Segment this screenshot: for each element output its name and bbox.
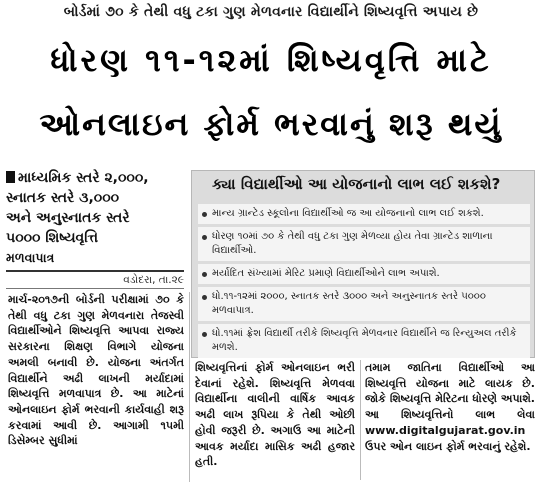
eligibility-item (198, 287, 530, 321)
headline-line-2: ઓનલાઇન ફોર્મ ભરવાનું શરૂ થયું (39, 105, 503, 143)
column-divider (360, 360, 361, 480)
highlight-line-1-text: માધ્યમિક સ્તરે ૨,૦૦૦, (18, 170, 149, 186)
highlight-line-5: મળવાપાત્ર (6, 250, 55, 265)
headline-line-1: ધોરણ ૧૧-૧૨માં શિષ્યવૃત્તિ માટે (50, 41, 492, 79)
highlight-line-3: અને અનુસ્નાતક સ્તરે (6, 210, 130, 226)
dateline-divider (6, 288, 184, 289)
highlight-line-4: ૫૦૦૦ શિષ્યવૃત્તિ (6, 230, 99, 246)
highlight-divider (6, 270, 184, 272)
eligibility-item (198, 264, 530, 284)
article-column-2: શિષ્યવૃત્તિનાં ફોર્મ ઓનલાઇન ભરી દેવાનાં રહેશે. શિષ્યવૃત્તિ મેળવવા વિદ્યાર્થીના વાલીની વાર્ષિક આવક અઢી લાખ રૂપિયા કે તેથી ઓછી હોવી જરૂરી છે. અગાઉ આ માટેની આવક મર્યાદા માસિક અઢી હજાર હતી. (195, 361, 355, 469)
kicker-line: બોર્ડમાં ૭૦ કે તેથી વધુ ટકા ગુણ મેળવનાર વિદ્યાર્થીને શિષ્યવૃત્તિ અપાય છે (63, 4, 479, 20)
eligibility-item-text: ધો.૧૧-૧૨માં ૨૦૦૦, સ્નાતક સ્તરે ૩૦૦૦ અને અનુસ્નાતક સ્તરે ૫૦૦૦ મળવાપાત્ર. (212, 291, 486, 316)
bullet-icon (202, 332, 207, 337)
dateline: વડોદરા, તા.૨૯ (123, 274, 184, 286)
article-column-1: માર્ચ-૨૦૧૭ની બોર્ડની પરીક્ષામાં ૭૦ કે તેથી વધુ ટકા ગુણ મેળવનારા તેજસ્વી વિદ્યાર્થીઓને શિષ્યવૃત્તિ આપવા રાજ્ય સરકારના શિક્ષણ વિભાગે યોજના અમલી બનાવી છે. યોજના અંતર્ગત વિદ્યાર્થીને અઢી લાખની મર્યાદામાં શિષ્યવૃત્તિ મળવાપાત્ર છે. આ માટેનાં ઓનલાઇન ફોર્મ ભરવાની કાર્યવાહી શરૂ કરવામાં આવી છે. આગામી ૧૫મી ડિસેમ્બર સુધીમાં (8, 293, 184, 448)
bullet-icon (202, 272, 207, 277)
eligibility-item-text: ધોરણ ૧૦માં ૭૦ કે તેથી વધુ ટકા ગુણ મેળવ્યા હોય તેવા ગ્રાન્ટેડ શાળાના વિદ્યાર્થીઓ. (212, 231, 493, 256)
eligibility-item (198, 227, 530, 261)
eligibility-item-text: મર્યાદિત સંખ્યામાં મેરિટ પ્રમાણે વિદ્યાર્થીઓને લાભ અપાશે. (212, 268, 440, 279)
bullet-icon (202, 295, 207, 300)
eligibility-item-text: ધો.૧૧માં ફ્રેશ વિદ્યાર્થી તરીકે શિષ્યવૃત્તિ મેળવનાર વિદ્યાર્થીને જ રિન્યુઅલ તરીકે મળશે. (212, 328, 517, 353)
highlight-box (6, 168, 184, 268)
eligibility-item (198, 204, 530, 224)
eligibility-title: ક્યા વિદ્યાર્થીઓ આ યોજનાનો લાભ લઈ શકશે? (212, 175, 501, 193)
eligibility-box (191, 170, 535, 358)
square-bullet-icon (6, 171, 15, 183)
highlight-line-1 (6, 168, 184, 188)
bullet-icon (202, 235, 207, 240)
article-column-3: તમામ જાતિના વિદ્યાર્થીઓ આ શિષ્યવૃત્તિ યોજના માટે લાયક છે. જોકે શિષ્યવૃત્તિ મેરિટના ધોરણે અપાશે. આ શિષ્યવૃત્તિનો લાભ લેવા www.digitalgujarat.gov.in ઉપર ઓન લાઇન ફોર્મ ભરવાનું રહેશે. (365, 361, 535, 453)
highlight-line-2: સ્નાતક સ્તરે ૩,૦૦૦ (6, 190, 120, 206)
eligibility-item (198, 324, 530, 358)
column-divider (189, 292, 190, 482)
eligibility-item-text: માન્ય ગ્રાન્ટેડ સ્કૂલોના વિદ્યાર્થીઓ જ આ યોજનાનો લાભ લઈ શકશે. (212, 208, 484, 219)
bullet-icon (202, 212, 207, 217)
